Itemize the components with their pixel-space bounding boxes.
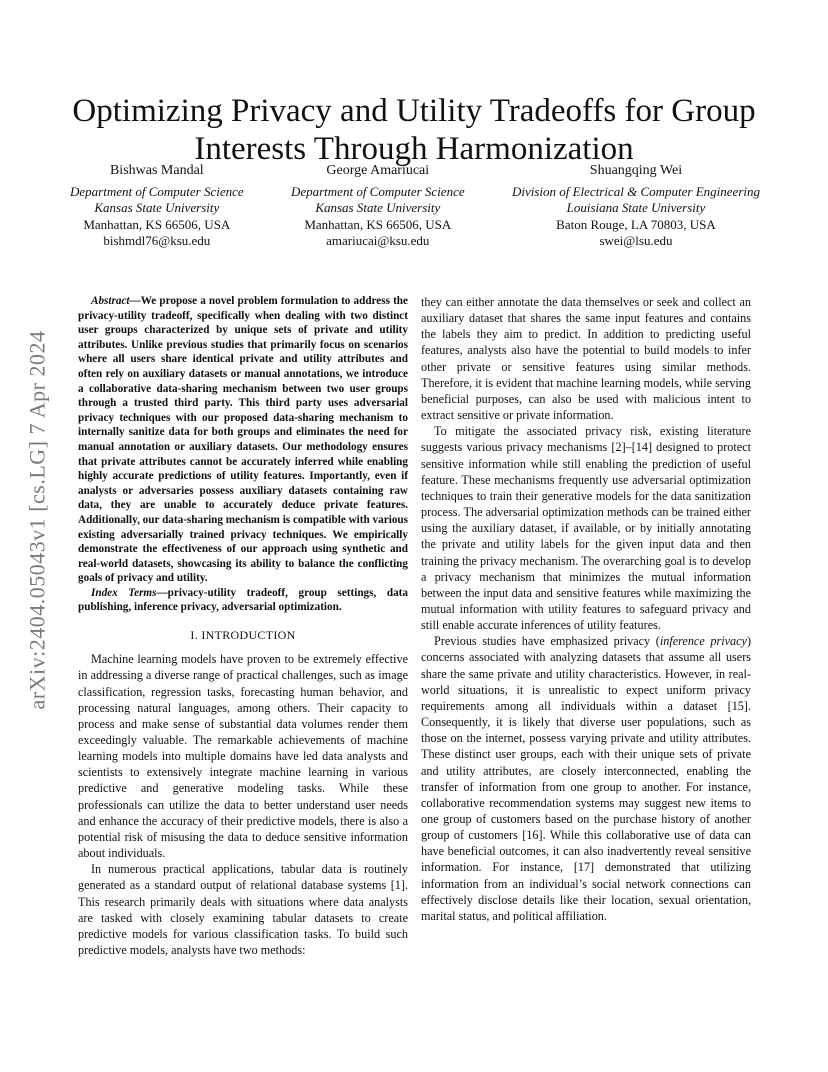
author-email: bishmdl76@ksu.edu bbox=[103, 233, 211, 248]
author-address: Manhattan, KS 66506, USA bbox=[83, 216, 231, 232]
emphasis-text: inference privacy bbox=[659, 634, 747, 649]
arxiv-identifier bbox=[22, 290, 52, 750]
body-paragraph: In numerous practical applications, tabular data is routinely generated as a standard output of relational database systems [1]. This research primarily deals with situations where data analysts are tasked with closely examining tabular datasets to create predictive models for various classification tasks. To build such predictive models, analysts have two methods: bbox=[78, 862, 408, 958]
author-2 bbox=[291, 163, 465, 250]
author-email: swei@lsu.edu bbox=[599, 233, 673, 248]
author-name: George Amariucai bbox=[326, 163, 430, 178]
index-terms bbox=[78, 586, 408, 615]
author-department: Department of Computer Science bbox=[290, 183, 465, 199]
index-terms-text: —privacy-utility tradeoff, group settings, data publishing, inference privacy, adversarial optimization. bbox=[78, 586, 408, 614]
author-department: Department of Computer Science bbox=[70, 183, 244, 199]
arxiv-identifier-text: arXiv:2404.05043v1 [cs.LG] 7 Apr 2024 bbox=[24, 330, 50, 710]
author-block bbox=[70, 163, 760, 250]
author-address: Baton Rouge, LA 70803, USA bbox=[556, 216, 716, 232]
author-university: Louisiana State University bbox=[566, 200, 706, 215]
body-paragraph: Machine learning models have proven to be extremely effective in addressing a diverse range of practical challenges, such as image classification, regression tasks, forecasting human behavior, and processing natural languages, among others. Their capacity to process and make sense of substantial data volumes render them exceedingly valuable. The remarkable achievements of machine learning models into multiple domains have led data analysts and scientists to extensively integrate machine learning in various predictive and generative modeling tasks. While these professionals can utilize the data to better understand user needs and enhance the accuracy of their predictive models, there is also a potential risk of misusing the data to deduce sensitive information about individuals. bbox=[78, 652, 408, 861]
body-paragraph: Previous studies have emphasized privacy (inference privacy) concerns associated with analyzing datasets that assume all users share the same private and utility characteristics. However, in real-world situations, it is unrealistic to expect uniform privacy requirements among all individuals within a dataset [15]. Consequently, it is likely that diverse user populations, such as those on the internet, possess varying private and utility attributes. These distinct user groups, each with their unique sets of private and utility attributes, are closely interconnected, enabling the transfer of information from one group to another. For instance, collaborative recommendation systems may suggest new items to one group of customers based on the purchase history of another group of customers [16]. While this collaborative use of data can have beneficial outcomes, it can also inadvertently reveal sensitive information. For instance, [17] demonstrated that utilizing information from an individual’s social network connections can effectively disclose details like their location, sexual orientation, marital status, and political affiliation. bbox=[421, 634, 751, 923]
abstract-text: —We propose a novel problem formulation to address the privacy-utility tradeoff, specifically when dealing with two distinct user groups characterized by unique sets of private and utility attributes. Unlike previous studies that primarily focus on scenarios where all users share identical private and utility attributes and often rely on auxiliary datasets or manual annotations, we introduce a collaborative data-sharing mechanism between two user groups through a trusted third party. This third party uses adversarial privacy techniques with our proposed data-sharing mechanism to internally sanitize data for both groups and eliminates the need for manual annotation or auxiliary datasets. Our methodology ensures that private attributes cannot be accurately inferred while enabling highly accurate predictions of utility features. Importantly, even if analysts or adversaries possess auxiliary datasets containing raw data, they are unable to accurately deduce private features. Additionally, our data-sharing mechanism is compatible with various existing adversarially trained privacy techniques. We empirically demonstrate the effectiveness of our approach using synthetic and real-world datasets, showcasing its ability to balance the conflicting goals of privacy and utility. bbox=[78, 295, 408, 585]
body-paragraph: To mitigate the associated privacy risk, existing literature suggests various privacy mechanisms [2]–[14] designed to protect sensitive information while still enabling the prediction of useful feature. These mechanisms frequently use adversarial optimization techniques to train their generative models for the data sanitization process. The adversarial optimization methods can be trained either using the auxiliary dataset, if available, or by initially annotating the private and utility labels for the given input data and then training the privacy mechanism. The overarching goal is to develop a privacy mechanism that minimizes the mutual information between the input data and sensitive features while maximizing the mutual information with utility features to safeguard privacy and still enable accurate inferences of utility features. bbox=[421, 424, 751, 633]
paper-title: Optimizing Privacy and Utility Tradeoffs for Group Interests Through Harmonization bbox=[72, 93, 756, 168]
right-column bbox=[421, 294, 751, 924]
author-name: Bishwas Mandal bbox=[109, 163, 204, 178]
author-department: Division of Electrical & Computer Engineering bbox=[511, 183, 760, 199]
left-column bbox=[78, 294, 408, 958]
abstract-label: Abstract bbox=[91, 295, 130, 307]
author-university: Kansas State University bbox=[315, 200, 441, 215]
section-heading-introduction: I. INTRODUCTION bbox=[190, 628, 296, 643]
body-paragraph: they can either annotate the data themselves or seek and collect an auxiliary dataset that shares the same input features and contains the labels they aim to predict. In addition to predicting useful features, analysts also have the potential to build models to infer other private or sensitive features using similar methods. Therefore, it is evident that machine learning models, while serving beneficial purposes, can also be used with malicious intent to extract sensitive or private information. bbox=[421, 295, 751, 423]
index-terms-label: Index Terms bbox=[91, 586, 157, 599]
author-name: Shuangqing Wei bbox=[589, 163, 683, 178]
author-3 bbox=[512, 163, 760, 250]
author-address: Manhattan, KS 66506, USA bbox=[304, 216, 452, 232]
author-university: Kansas State University bbox=[94, 200, 220, 215]
author-1 bbox=[70, 163, 244, 250]
author-email: amariucai@ksu.edu bbox=[326, 233, 430, 248]
abstract bbox=[78, 294, 408, 586]
